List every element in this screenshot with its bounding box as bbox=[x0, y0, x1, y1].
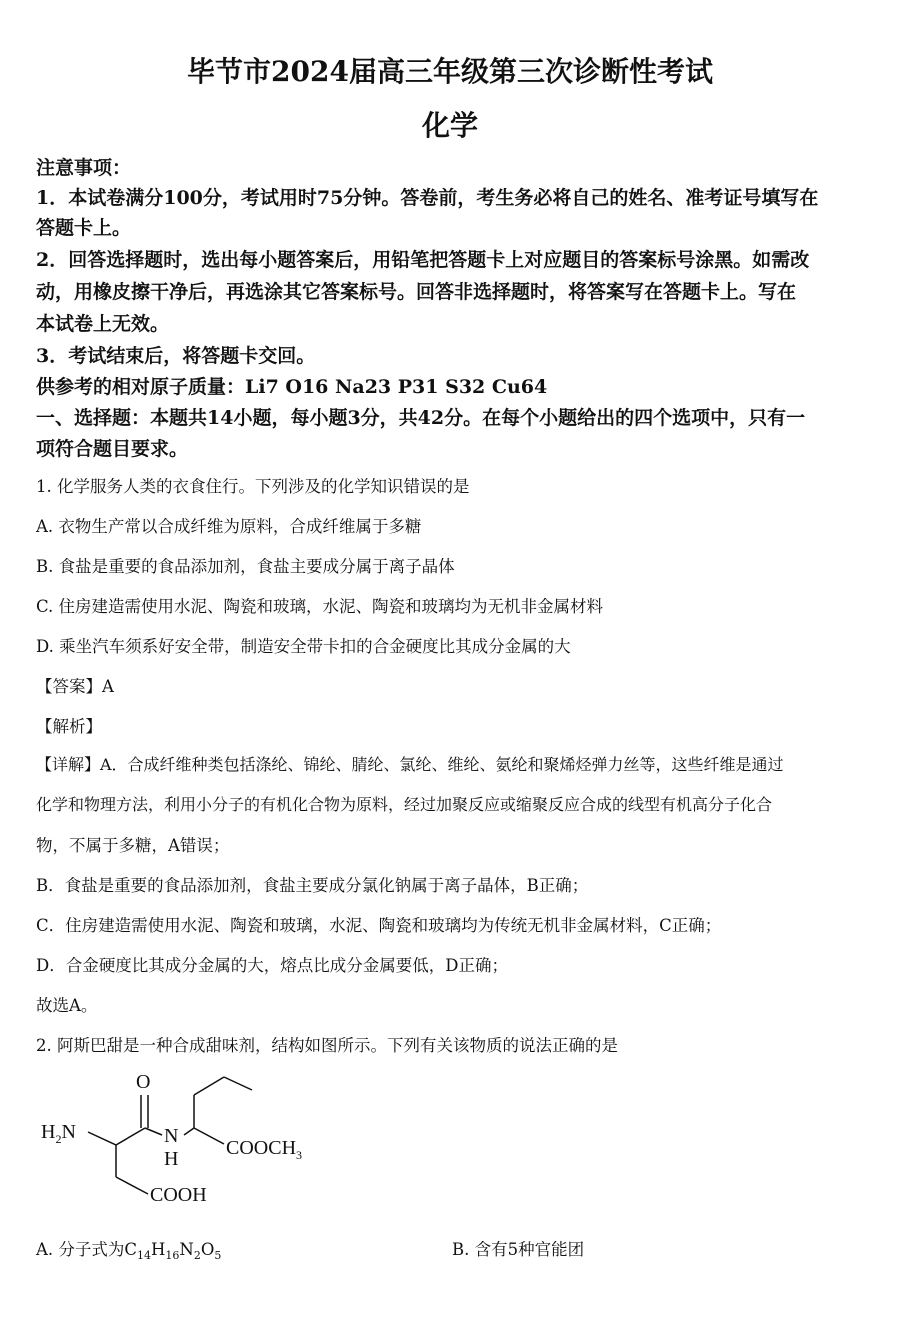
question-1-detail-line2: 化学和物理方法，利用小分子的有机化合物为原料，经过加聚反应或缩聚反应合成的线型有机高分子化合 bbox=[36, 795, 773, 814]
amide-nitrogen-label: N bbox=[164, 1125, 179, 1147]
question-1-detail-line1: 【详解】A．合成纤维种类包括涤纶、锦纶、腈纶、氯纶、维纶、氨纶和聚烯烃弹力丝等，这些纤维是通过 bbox=[36, 755, 784, 774]
question-2-option-a: A. 分子式为$C_{14}H_{16}N_2O_5$ bbox=[36, 1240, 222, 1262]
question-1-stem: 1. 化学服务人类的衣食住行。下列涉及的化学知识错误的是 bbox=[36, 477, 470, 496]
question-1-option-d: D. 乘坐汽车须系好安全带，制造安全带卡扣的合金硬度比其成分金属的大 bbox=[36, 637, 571, 656]
exam-title: 毕节市2024届高三年级第三次诊断性考试 bbox=[187, 55, 713, 88]
question-1-detail-d: D．合金硬度比其成分金属的大，熔点比成分金属要低，D正确； bbox=[36, 956, 508, 975]
atomic-mass-reference: 供参考的相对原子质量：Li7 O16 Na23 P31 S32 Cu64 bbox=[36, 376, 548, 398]
note-1-line2: 答题卡上。 bbox=[36, 217, 132, 239]
question-2-option-b: B. 含有5种官能团 bbox=[452, 1240, 585, 1259]
note-3: 3．考试结束后，将答题卡交回。 bbox=[36, 345, 316, 367]
question-2-stem: 2. 阿斯巴甜是一种合成甜味剂，结构如图所示。下列有关该物质的说法正确的是 bbox=[36, 1036, 618, 1055]
note-2-line2: 动，用橡皮擦干净后，再选涂其它答案标号。回答非选择题时，将答案写在答题卡上。写在 bbox=[36, 281, 797, 303]
note-2-line1: 2．回答选择题时，选出每小题答案后，用铅笔把答题卡上对应题目的答案标号涂黑。如需改 bbox=[36, 249, 810, 271]
aspartame-structure-diagram bbox=[30, 1062, 340, 1212]
ester-group-label: $COOCH_3$ bbox=[226, 1137, 303, 1162]
question-1-detail-c: C．住房建造需使用水泥、陶瓷和玻璃，水泥、陶瓷和玻璃均为传统无机非金属材料，C正确； bbox=[36, 916, 722, 935]
question-1-option-c: C. 住房建造需使用水泥、陶瓷和玻璃，水泥、陶瓷和玻璃均为无机非金属材料 bbox=[36, 597, 604, 616]
subject-title: 化学 bbox=[421, 109, 478, 142]
section-heading-line2: 项符合题目要求。 bbox=[36, 438, 189, 460]
notes-heading: 注意事项： bbox=[36, 157, 132, 179]
note-1-line1: 1．本试卷满分100分，考试用时75分钟。答卷前，考生务必将自己的姓名、准考证号填写在 bbox=[36, 187, 819, 209]
question-1-detail-b: B．食盐是重要的食品添加剂，食盐主要成分氯化钠属于离子晶体，B正确； bbox=[36, 876, 589, 895]
question-1-analysis-label: 【解析】 bbox=[36, 717, 102, 736]
question-1-conclusion: 故选A。 bbox=[36, 996, 98, 1015]
section-heading-line1: 一、选择题：本题共14小题，每小题3分，共42分。在每个小题给出的四个选项中，只有一 bbox=[36, 407, 806, 429]
carboxyl-group-label: COOH bbox=[150, 1184, 207, 1206]
amine-h2-label: $H_2N$ bbox=[41, 1121, 76, 1146]
question-1-option-a: A. 衣物生产常以合成纤维为原料，合成纤维属于多糖 bbox=[36, 517, 422, 536]
question-1-answer: 【答案】A bbox=[36, 677, 114, 696]
note-2-line3: 本试卷上无效。 bbox=[36, 313, 170, 335]
carbonyl-oxygen-label: O bbox=[136, 1071, 151, 1093]
amide-hydrogen-label: H bbox=[164, 1148, 179, 1170]
question-1-detail-line3: 物，不属于多糖，A错误； bbox=[36, 836, 230, 855]
question-1-option-b: B. 食盐是重要的食品添加剂，食盐主要成分属于离子晶体 bbox=[36, 557, 455, 576]
